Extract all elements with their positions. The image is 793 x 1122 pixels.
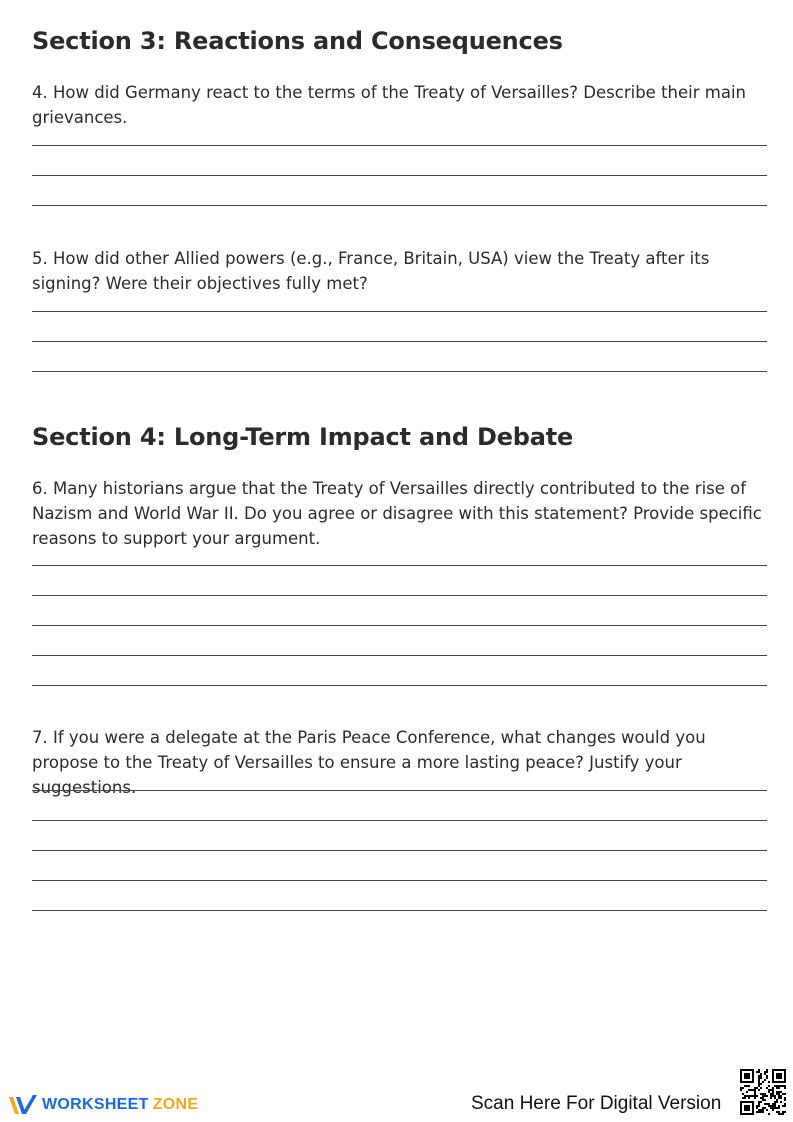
answer-line[interactable] xyxy=(32,625,767,626)
section-3-title: Section 3: Reactions and Consequences xyxy=(32,27,563,55)
answer-line[interactable] xyxy=(32,880,767,881)
answer-line[interactable] xyxy=(32,850,767,851)
question-5: 5. How did other Allied powers (e.g., France, Britain, USA) view the Treaty after its signing? Were their objectives fully met? xyxy=(32,249,710,293)
answer-line[interactable] xyxy=(32,910,767,911)
answer-line[interactable] xyxy=(32,685,767,686)
scan-here-text: Scan Here For Digital Version xyxy=(471,1093,722,1114)
answer-line[interactable] xyxy=(32,655,767,656)
logo-word-worksheet: WORKSHEET xyxy=(42,1096,149,1113)
answer-line[interactable] xyxy=(32,820,767,821)
answer-line[interactable] xyxy=(32,311,767,312)
answer-line[interactable] xyxy=(32,565,767,566)
answer-line[interactable] xyxy=(32,371,767,372)
answer-line[interactable] xyxy=(32,205,767,206)
logo-word-zone: ZONE xyxy=(152,1096,199,1113)
answer-line[interactable] xyxy=(32,595,767,596)
qr-code-icon[interactable] xyxy=(740,1069,786,1115)
question-4: 4. How did Germany react to the terms of the Treaty of Versailles? Describe their main grievances. xyxy=(32,83,746,127)
question-6: 6. Many historians argue that the Treaty of Versailles directly contributed to the rise of Nazism and World War II. Do you agree or disagree with this statement? Provide specific reasons to support your argument. xyxy=(32,479,762,548)
worksheetzone-logo-icon xyxy=(8,1093,38,1117)
answer-line[interactable] xyxy=(32,175,767,176)
question-7: 7. If you were a delegate at the Paris Peace Conference, what changes would you propose to the Treaty of Versailles to ensure a more lasting peace? Justify your suggestions. xyxy=(32,728,706,797)
worksheetzone-logo xyxy=(8,1092,198,1118)
answer-line[interactable] xyxy=(32,341,767,342)
section-4-title: Section 4: Long-Term Impact and Debate xyxy=(32,423,574,451)
answer-line[interactable] xyxy=(32,145,767,146)
answer-line[interactable] xyxy=(32,790,767,791)
